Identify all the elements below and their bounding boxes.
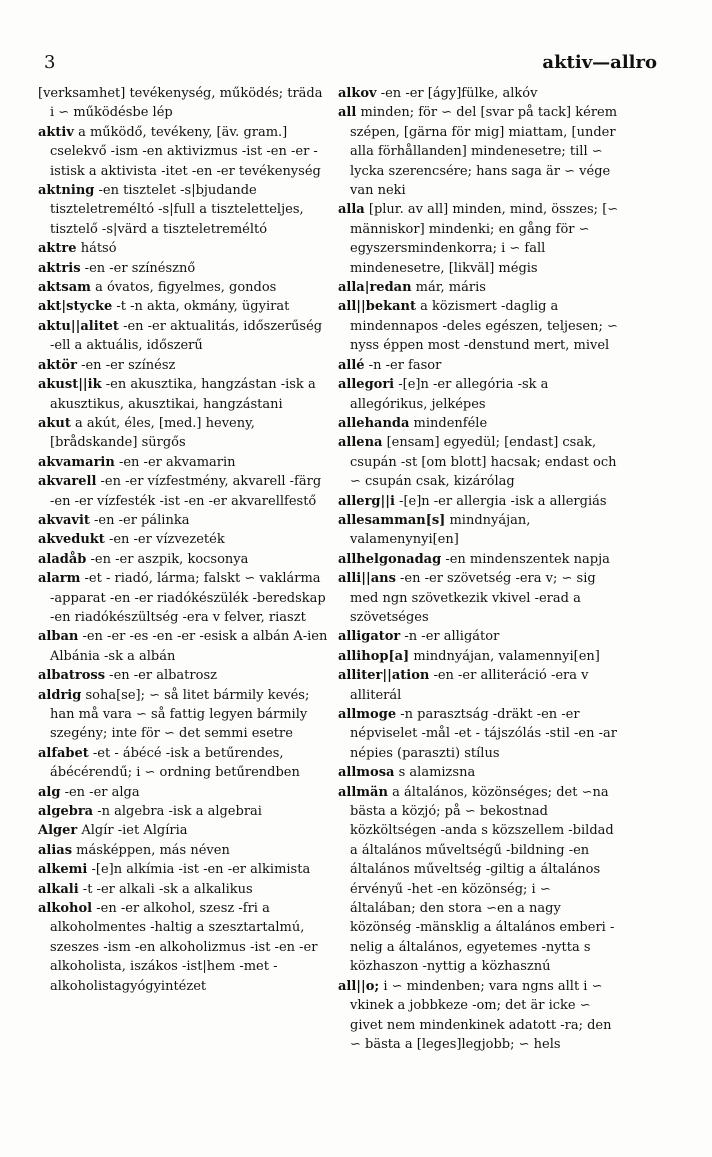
dictionary-entry: aktning -en tisztelet -s|bjudande tiszteletreméltó -s|full a tiszteletteljes, tisztelő -s|värd a tiszteletreméltó bbox=[38, 183, 304, 237]
dictionary-entry: akvedukt -en -er vízvezeték bbox=[38, 532, 225, 548]
dictionary-entry: alfabet -et - ábécé -isk a betűrendes, ábécérendű; i ∽ ordning betűrendben bbox=[38, 745, 300, 781]
dictionary-entry: aldrig soha[se]; ∽ så litet bármily kevés; han må vara ∽ så fattig legyen bármily szegény; inte för ∽ det semmi esetre bbox=[38, 687, 310, 742]
dictionary-entry: alli||ans -en -er szövetség -era v; ∽ sig med ngn szövetkezik vkivel -erad a szövetséges bbox=[338, 571, 596, 625]
dictionary-entry: allé -n -er fasor bbox=[338, 357, 442, 373]
dictionary-entry: alg -en -er alga bbox=[38, 784, 140, 800]
dictionary-entry: aktör -en -er színész bbox=[38, 357, 176, 373]
dictionary-entry: all||bekant a közismert -daglig a mindennapos -deles egészen, teljesen; ∽ nyss éppen most -denstund mert, mivel bbox=[338, 299, 618, 354]
dictionary-entry: allehanda mindenféle bbox=[338, 415, 488, 431]
dictionary-entry: aktsam a óvatos, figyelmes, gondos bbox=[38, 280, 277, 296]
dictionary-entry: aktre hátsó bbox=[38, 241, 117, 257]
dictionary-entry: allhelgonadag -en mindenszentek napja bbox=[338, 551, 610, 567]
dictionary-entry: aktu||alitet -en -er aktualitás, időszerűség -ell a aktuális, időszerű bbox=[38, 318, 323, 354]
left-column bbox=[38, 84, 328, 996]
dictionary-entry: akvarell -en -er vízfestmény, akvarell -färg -en -er vízfesték -ist -en -er akvarellfestő bbox=[38, 474, 322, 509]
dictionary-entry: alarm -et - riadó, lárma; falskt ∽ vaklárma -apparat -en -er riadókészülék -beredskap -en riadókészültség -era v felver, riaszt bbox=[38, 571, 326, 625]
dictionary-entry: aktris -en -er színésznő bbox=[38, 260, 196, 276]
dictionary-entry: akvavit -en -er pálinka bbox=[38, 512, 190, 528]
dictionary-entry: alla [plur. av all] minden, mind, összes; [∽ människor] mindenki; en gång för ∽ egyszersmindenkorra; i ∽ fall mindenesetre, [likväl] mégis bbox=[338, 202, 619, 276]
dictionary-entry: allesamman[s] mindnyájan, valamenynyi[en] bbox=[338, 512, 531, 548]
dictionary-entry: alias másképpen, más néven bbox=[38, 842, 230, 858]
dictionary-entry: akvamarin -en -er akvamarin bbox=[38, 454, 236, 470]
dictionary-entry: alkohol -en -er alkohol, szesz -fri a alkoholmentes -haltig a szesztartalmú, szeszes -ism -en alkoholizmus -ist -en -er alkoholista, iszákos -ist|hem -met - alkoholistagyógyintézet bbox=[38, 901, 318, 994]
dictionary-entry: aktiv a működő, tevékeny, [äv. gram.] cselekvő -ism -en aktivizmus -ist -en -er -istisk a aktivista -itet -en -er tevékenység bbox=[38, 124, 321, 179]
dictionary-entry: algebra -n algebra -isk a algebrai bbox=[38, 804, 262, 820]
dictionary-entry: all minden; för ∽ del [svar på tack] kérem szépen, [gärna för mig] miattam, [under alla förhållanden] mindenesetre; till ∽ lycka szerencsére; hans saga är ∽ vége van neki bbox=[338, 105, 618, 199]
dictionary-entry: all||o; i ∽ mindenben; vara ngns allt i ∽ vkinek a jobbkeze -om; det är icke ∽ givet nem mindenkinek adatott -ra; den ∽ bästa a [leges]legjobb; ∽ hels bbox=[338, 978, 612, 1052]
dictionary-entry: alliter||ation -en -er alliteráció -era v alliterál bbox=[338, 668, 589, 703]
right-column bbox=[338, 84, 620, 1054]
dictionary-entry: alkemi -[e]n alkímia -ist -en -er alkimista bbox=[38, 862, 311, 878]
dictionary-entry: allmoge -n parasztság -dräkt -en -er népviselet -mål -et - tájszólás -stil -en -ar népies (paraszti) stílus bbox=[338, 707, 617, 761]
dictionary-entry: akt|stycke -t -n akta, okmány, ügyirat bbox=[38, 299, 290, 315]
dictionary-entry: [verksamhet] tevékenység, működés; träda i ∽ működésbe lép bbox=[38, 86, 323, 121]
dictionary-entry: alla|redan már, máris bbox=[338, 280, 486, 296]
dictionary-entry: alkov -en -er [ágy]fülke, alkóv bbox=[338, 86, 538, 101]
dictionary-entry: Alger Algír -iet Algíria bbox=[38, 823, 188, 839]
dictionary-entry: allena [ensam] egyedül; [endast] csak, csupán -st [om blott] hacsak; endast och ∽ csupán csak, kizárólag bbox=[338, 435, 617, 490]
dictionary-entry: alligator -n -er alligátor bbox=[338, 629, 500, 645]
dictionary-entry: alban -en -er -es -en -er -esisk a albán A-ien Albánia -sk a albán bbox=[38, 629, 328, 664]
dictionary-entry: aladåb -en -er aszpik, kocsonya bbox=[38, 551, 249, 567]
running-head: aktiv—allro bbox=[542, 52, 657, 73]
dictionary-entry: allegori -[e]n -er allegória -sk a allegórikus, jelképes bbox=[338, 377, 549, 412]
page-number: 3 bbox=[44, 52, 56, 73]
dictionary-entry: allihop[a] mindnyájan, valamennyi[en] bbox=[338, 648, 600, 664]
dictionary-entry: akut a akút, éles, [med.] heveny, [brådskande] sürgős bbox=[38, 415, 255, 451]
dictionary-entry: allmän a általános, közönséges; det ∽na bästa a közjó; på ∽ bekostnad közköltségen -anda s közszellem -bildad a általános műveltségű -bildning -en általános műveltség -giltig a általános érvényű -het -en közönség; i ∽ általában; den stora ∽en a nagy közönség -mänsklig a általános emberi -nelig a általános, egyetemes -nytta s közhaszon -nyttig a közhasznú bbox=[338, 784, 615, 975]
dictionary-entry: allerg||i -[e]n -er allergia -isk a allergiás bbox=[338, 493, 607, 509]
dictionary-entry: alkali -t -er alkali -sk a alkalikus bbox=[38, 881, 253, 897]
dictionary-entry: albatross -en -er albatrosz bbox=[38, 668, 217, 684]
dictionary-entry: akust||ik -en akusztika, hangzástan -isk a akusztikus, akusztikai, hangzástani bbox=[38, 377, 316, 412]
dictionary-entry: allmosa s alamizsna bbox=[338, 765, 476, 781]
